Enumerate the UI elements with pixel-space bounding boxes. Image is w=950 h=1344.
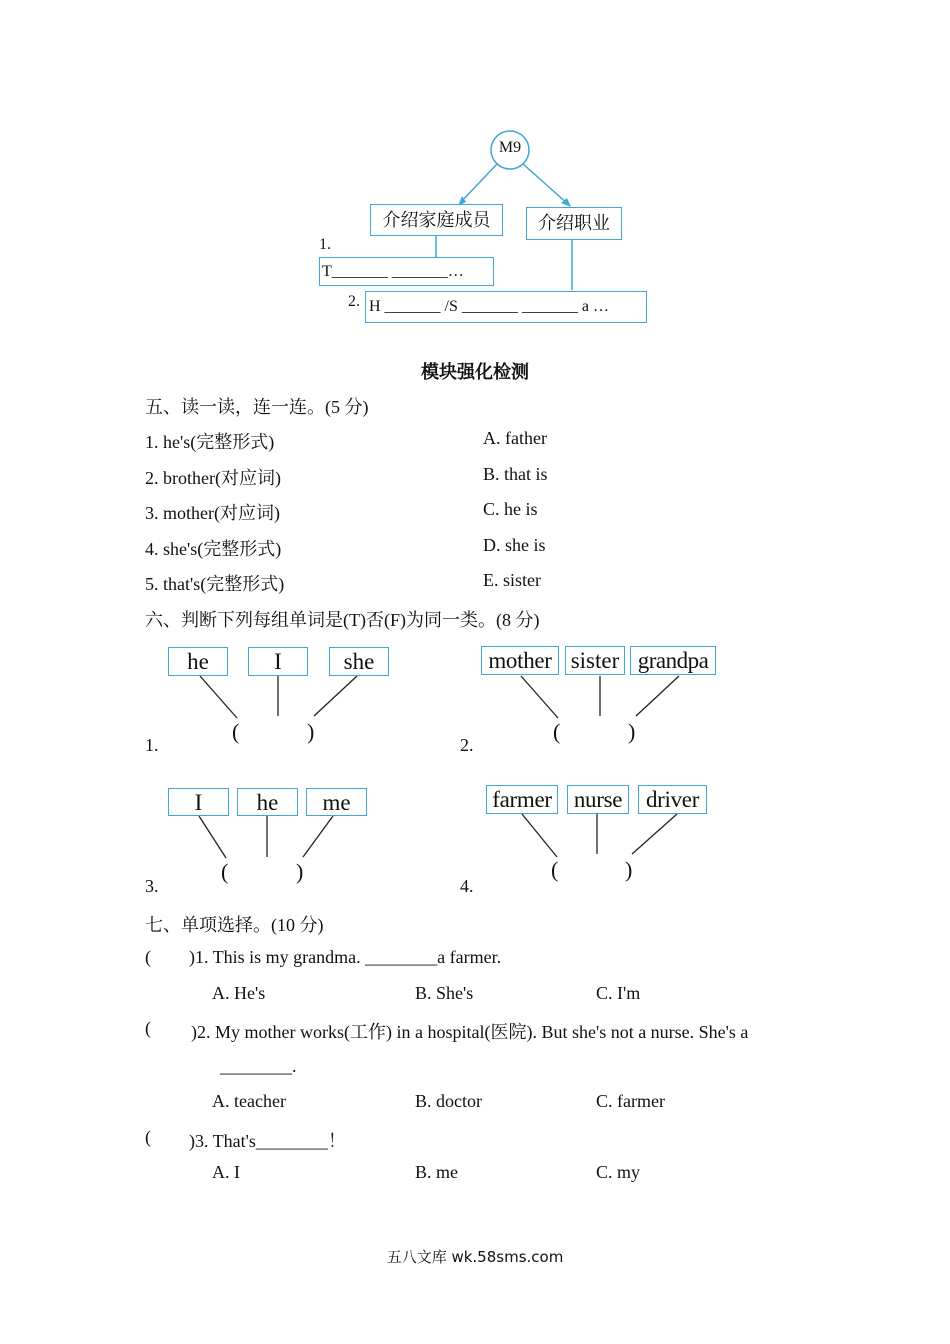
section5-left-item: 3. mother(对应词) <box>145 503 280 523</box>
group-number: 2. <box>460 735 474 755</box>
option: A. He's <box>212 983 266 1003</box>
answer-paren-close: ) <box>307 719 315 744</box>
option: B. doctor <box>415 1091 482 1111</box>
answer-paren-open: ( <box>553 719 561 744</box>
word-box: farmer <box>486 785 558 814</box>
group-number: 3. <box>145 876 159 896</box>
question-stem: )3. That's________！ <box>189 1131 346 1151</box>
word-box: nurse <box>567 785 629 814</box>
section5-left-item: 1. he's(完整形式) <box>145 432 275 452</box>
answer-paren: ( <box>145 947 151 967</box>
mindmap-node-jobs: 介绍职业 <box>526 207 622 240</box>
word-box: driver <box>638 785 707 814</box>
answer-paren: ( <box>145 1018 151 1038</box>
option: A. teacher <box>212 1091 286 1111</box>
answer-paren: ( <box>145 1127 151 1147</box>
section6-heading: 六、判断下列每组单词是(T)否(F)为同一类。(8 分) <box>145 610 540 630</box>
section5-right-item: A. father <box>483 428 547 448</box>
answer-paren-close: ) <box>296 859 304 884</box>
option: C. farmer <box>596 1091 665 1111</box>
word-box: me <box>306 788 367 816</box>
section7-heading: 七、单项选择。(10 分) <box>145 915 324 935</box>
section5-left-item: 2. brother(对应词) <box>145 468 281 488</box>
answer-paren-close: ) <box>625 857 633 882</box>
mindmap-item1-box: T_______ _______… <box>319 257 494 286</box>
section5-right-item: C. he is <box>483 499 538 519</box>
section5-right-item: B. that is <box>483 464 548 484</box>
word-box: I <box>168 788 229 816</box>
answer-paren-open: ( <box>221 859 229 884</box>
page-title: 模块强化检测 <box>421 362 529 382</box>
question-stem-continued: ________. <box>220 1056 297 1076</box>
word-box: grandpa <box>630 646 716 675</box>
word-box: she <box>329 647 389 676</box>
mindmap-root: M9 <box>498 139 522 156</box>
option: B. me <box>415 1162 458 1182</box>
section5-left-item: 4. she's(完整形式) <box>145 539 282 559</box>
footer-watermark: 五八文库 wk.58sms.com <box>386 1248 564 1266</box>
section5-right-item: E. sister <box>483 570 541 590</box>
word-box: he <box>237 788 298 816</box>
option: C. my <box>596 1162 641 1182</box>
mindmap-node-family: 介绍家庭成员 <box>370 204 503 236</box>
word-box: sister <box>565 646 625 675</box>
section5-heading: 五、读一读，连一连。(5 分) <box>145 397 369 417</box>
section5-right-item: D. she is <box>483 535 546 555</box>
word-box: mother <box>481 646 559 675</box>
option: A. I <box>212 1162 240 1182</box>
group-number: 1. <box>145 735 159 755</box>
word-box: he <box>168 647 228 676</box>
answer-paren-open: ( <box>232 719 240 744</box>
question-stem: )2. My mother works(工作) in a hospital(医院). But she's not a nurse. She's a <box>191 1022 749 1042</box>
answer-paren-open: ( <box>551 857 559 882</box>
section5-left-item: 5. that's(完整形式) <box>145 574 285 594</box>
mindmap-item2-number: 2. <box>348 293 360 310</box>
word-box: I <box>248 647 308 676</box>
answer-paren-close: ) <box>628 719 636 744</box>
option: B. She's <box>415 983 474 1003</box>
group-number: 4. <box>460 876 474 896</box>
mindmap-item1-number: 1. <box>319 236 331 253</box>
option: C. I'm <box>596 983 641 1003</box>
question-stem: )1. This is my grandma. ________a farmer. <box>189 947 502 967</box>
mindmap-item2-box: H _______ /S _______ _______ a … <box>365 291 647 323</box>
